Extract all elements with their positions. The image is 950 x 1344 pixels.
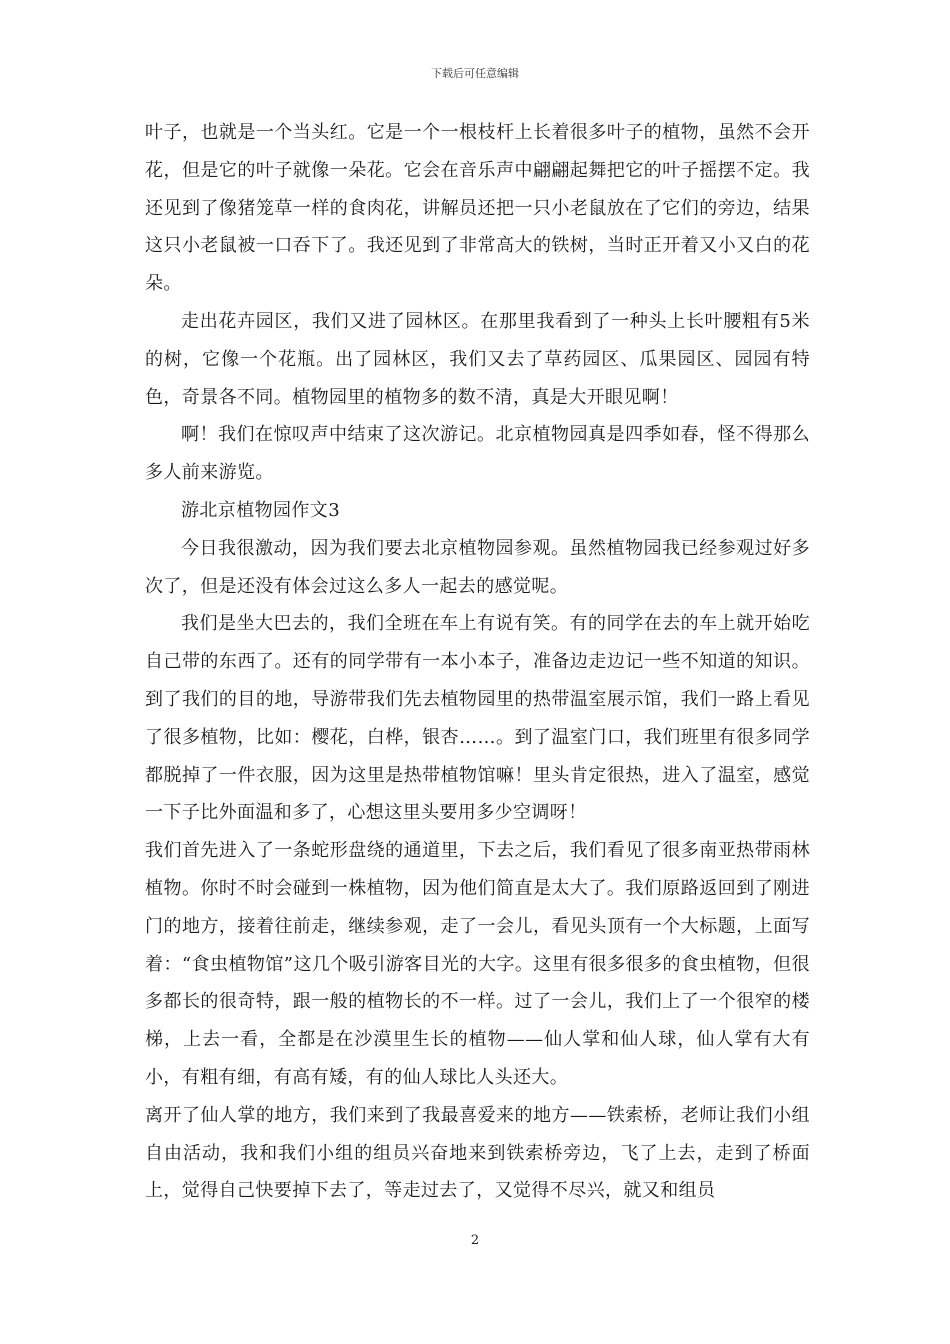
page-header: 下载后可任意编辑 [431, 67, 519, 80]
page-number: 2 [470, 1233, 480, 1248]
paragraph: 啊！我们在惊叹声中结束了这次游记。北京植物园真是四季如春，怪不得那么多人前来游览。 [145, 424, 810, 484]
document-body [145, 114, 810, 1210]
paragraph: 我们是坐大巴去的，我们全班在车上有说有笑。有的同学在去的车上就开始吃自己带的东西了。还有的同学带有一本小本子，准备边走边记一些不知道的知识。到了我们的目的地，导游带我们先去植物园里的热带温室展示馆，我们一路上看见了很多植物，比如：樱花，白桦，银杏……。到了温室门口，我们班里有很多同学都脱掉了一件衣服，因为这里是热带植物馆嘛！里头肯定很热，进入了温室，感觉一下子比外面温和多了，心想这里头要用多少空调呀！ [145, 613, 810, 824]
paragraph: 离开了仙人掌的地方，我们来到了我最喜爱来的地方——铁索桥，老师让我们小组自由活动，我和我们小组的组员兴奋地来到铁索桥旁边，飞了上去，走到了桥面上，觉得自己快要掉下去了，等走过去了，又觉得不尽兴，就又和组员 [145, 1104, 810, 1202]
paragraph: 今日我很激动，因为我们要去北京植物园参观。虽然植物园我已经参观过好多次了，但是还没有体会过这么多人一起去的感觉呢。 [145, 537, 810, 597]
section-heading: 游北京植物园作文3 [181, 499, 341, 521]
paragraph: 我们首先进入了一条蛇形盘绕的通道里，下去之后，我们看见了很多南亚热带雨林植物。你时不时会碰到一株植物，因为他们简直是太大了。我们原路返回到了刚进门的地方，接着往前走，继续参观，走了一会儿，看见头顶有一个大标题，上面写着：“食虫植物馆”这几个吸引游客目光的大字。这里有很多很多的食虫植物，但很多都长的很奇特，跟一般的植物长的不一样。过了一会儿，我们上了一个很窄的楼梯，上去一看，全都是在沙漠里生长的植物——仙人掌和仙人球，仙人掌有大有小，有粗有细，有高有矮，有的仙人球比人头还大。 [145, 840, 810, 1088]
paragraph: 叶子，也就是一个当头红。它是一个一根枝杆上长着很多叶子的植物，虽然不会开花，但是它的叶子就像一朵花。它会在音乐声中翩翩起舞把它的叶子摇摆不定。我还见到了像猪笼草一样的食肉花，讲解员还把一只小老鼠放在了它们的旁边，结果这只小老鼠被一口吞下了。我还见到了非常高大的铁树，当时正开着又小又白的花朵。 [145, 122, 810, 295]
paragraph: 走出花卉园区，我们又进了园林区。在那里我看到了一种头上长叶腰粗有5米的树，它像一个花瓶。出了园林区，我们又去了草药园区、瓜果园区、园园有特色，奇景各不同。植物园里的植物多的数不清，真是大开眼见啊！ [145, 310, 810, 408]
